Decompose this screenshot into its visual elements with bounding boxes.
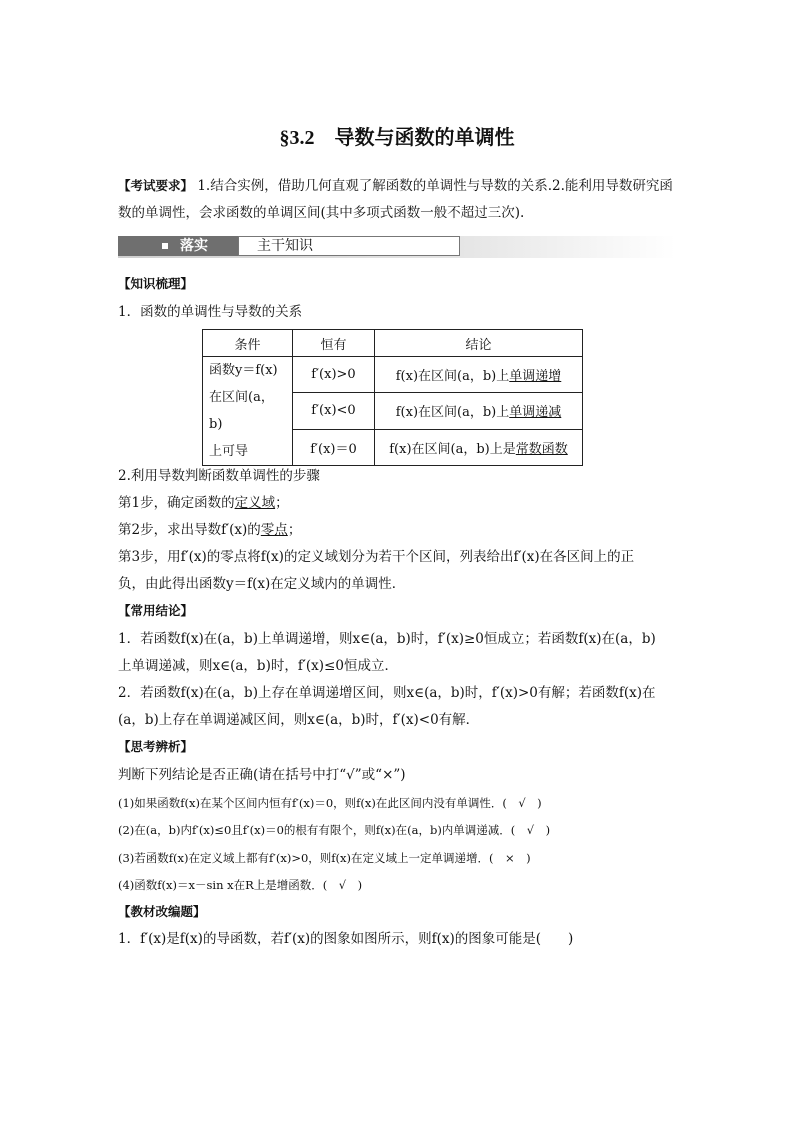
table-conclusion-cell [375, 357, 583, 393]
table-header-cell: 恒有 [293, 330, 375, 357]
conclusions-tag: 【常用结论】 [118, 603, 194, 618]
condition-line: 上可导 [209, 444, 249, 459]
exam-req-text: 1.结合实例，借助几何直观了解函数的单调性与导数的关系.2.能利用导数研究函数的单调性，会求函数的单调区间(其中多项式函数一般不超过三次). [118, 178, 673, 221]
table-condition-cell [203, 357, 293, 466]
table-conclusion-cell [375, 429, 583, 465]
square-bullet-icon [162, 243, 168, 249]
textbook-tag: 【教材改编题】 [118, 904, 206, 919]
conclusion-1-line-1: 1．若函数f(x)在(a，b)上单调递增，则x∈(a，b)时，f′(x)≥0恒成立；若函数f(x)在(a，b) [118, 631, 656, 647]
step-answer: 零点 [260, 522, 288, 538]
table-header-cell: 结论 [375, 330, 583, 357]
section-title: 导数与函数的单调性 [334, 125, 515, 149]
monotonicity-table [202, 329, 583, 466]
knowledge-item2-title: 2.利用导数判断函数单调性的步骤 [118, 468, 320, 484]
table-derivative-cell: f′(x)>0 [293, 357, 375, 393]
banner-light-label: 主干知识 [257, 238, 313, 254]
conclusion-answer: 单调递减 [509, 405, 562, 421]
conclusion-answer: 单调递增 [509, 369, 562, 385]
conclusion-2-line-2: (a，b)上存在单调递减区间，则x∈(a，b)时，f′(x)<0有解． [118, 712, 480, 728]
condition-line: 函数y＝f(x) [209, 363, 278, 378]
discrimination-item: (4)函数f(x)＝x－sin x在R上是增函数．( √ ) [118, 878, 363, 892]
conclusion-text: f(x)在区间(a，b)上是 [389, 441, 516, 457]
table-header-row [203, 330, 583, 357]
section-banner [118, 236, 676, 258]
knowledge-tag: 【知识梳理】 [118, 276, 194, 291]
exam-requirements [118, 172, 683, 227]
discrimination-item: (2)在(a，b)内f′(x)≤0且f′(x)＝0的根有有限个，则f(x)在(a，b)内单调递减．( √ ) [118, 823, 551, 837]
exam-req-tag: 【考试要求】 [118, 178, 194, 193]
banner-light-block [238, 236, 460, 256]
step-text: 第1步，确定函数的 [118, 495, 235, 511]
step-2 [118, 521, 301, 539]
knowledge-item1-title: 1．函数的单调性与导数的关系 [118, 304, 303, 320]
table-header-cell: 条件 [203, 330, 293, 357]
page-title [0, 121, 794, 150]
discrimination-intro: 判断下列结论是否正确(请在括号中打“√”或“×”) [118, 767, 406, 783]
step-1 [118, 494, 289, 512]
banner-dark-block [118, 236, 238, 256]
discrimination-item: (3)若函数f(x)在定义域上都有f′(x)>0，则f(x)在定义域上一定单调递增．( × ) [118, 851, 531, 865]
discrimination-item: (1)如果函数f(x)在某个区间内恒有f′(x)＝0，则f(x)在此区间内没有单调性．( √ ) [118, 796, 542, 810]
step-answer: 定义域 [234, 495, 276, 511]
step-text: ； [275, 495, 289, 511]
conclusion-answer: 常数函数 [515, 441, 568, 457]
table-derivative-cell: f′(x)＝0 [293, 429, 375, 465]
conclusion-2-line-1: 2．若函数f(x)在(a，b)上存在单调递增区间，则x∈(a，b)时，f′(x)>0有解；若函数f(x)在 [118, 685, 656, 701]
table-derivative-cell: f′(x)<0 [293, 393, 375, 429]
step-3-line-1: 第3步，用f′(x)的零点将f(x)的定义域划分为若干个区间，列表给出f′(x)在各区间上的正 [118, 549, 635, 565]
conclusion-1-line-2: 上单调递减，则x∈(a，b)时，f′(x)≤0恒成立． [118, 658, 398, 674]
step-text: ； [287, 522, 302, 538]
condition-line: 在区间(a，b) [209, 390, 274, 432]
step-3-line-2: 负，由此得出函数y＝f(x)在定义域内的单调性． [118, 576, 406, 592]
conclusion-text: f(x)在区间(a，b)上 [395, 405, 510, 421]
section-number: §3.2 [279, 127, 315, 149]
discrimination-tag: 【思考辨析】 [118, 739, 194, 754]
conclusion-text: f(x)在区间(a，b)上 [395, 369, 510, 385]
table-conclusion-cell [375, 393, 583, 429]
textbook-question-1: 1．f′(x)是f(x)的导函数，若f′(x)的图象如图所示，则f(x)的图象可能是( ) [118, 931, 574, 947]
table-row [203, 357, 583, 393]
banner-dark-label: 落实 [180, 238, 208, 254]
step-text: 第2步，求出导数f′(x)的 [118, 522, 261, 538]
